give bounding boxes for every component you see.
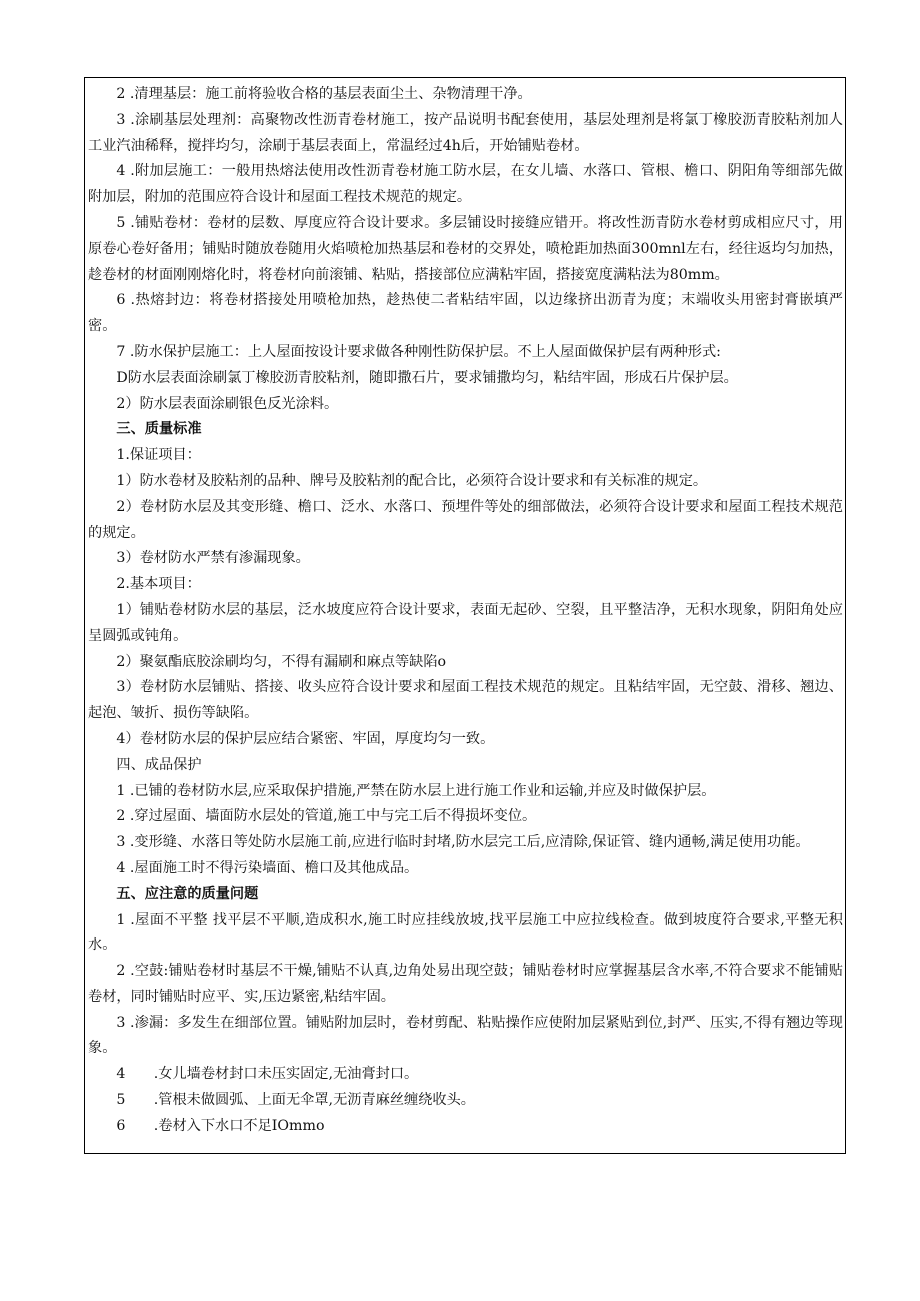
list-item: 3 .渗漏：多发生在细部位置。铺贴附加层时，卷材剪配、粘贴操作应使附加层紧贴到位,封严、压实,不得有翘边等现象。 [88,1014,843,1057]
list-item: 1）铺贴卷材防水层的基层，泛水坡度应符合设计要求，表面无起砂、空裂，且平整洁净，无积水现象，阴阳角处应呈圆弧或钝角。 [88,601,843,644]
list-item: 2 .空鼓:铺贴卷材时基层不干燥,铺贴不认真,边角处易出现空鼓；铺贴卷材时应掌握基层含水率,不符合要求不能铺贴卷材，同时铺贴时应平、实,压边紧密,粘结牢固。 [88,963,843,1005]
list-item: 3）卷材防水严禁有渗漏现象。 [116,550,310,567]
section-heading-quality-issues: 五、应注意的质量问题 [116,885,259,902]
list-item: 1）防水卷材及胶粘剂的品种、牌号及胶粘剂的配合比，必须符合设计要求和有关标准的规定。 [116,472,708,489]
list-item: 6 .卷材入下水口不足IOmmo [116,1117,325,1134]
list-item: 3）卷材防水层铺贴、搭接、收头应符合设计要求和屋面工程技术规范的规定。且粘结牢固，无空鼓、滑移、翘边、起泡、皱折、损伤等缺陷。 [88,679,843,722]
list-item: 4 .女儿墙卷材封口未压实固定,无油膏封口。 [116,1066,419,1083]
document-body [85,82,845,1140]
list-item: 4 .屋面施工时不得污染墙面、檐口及其他成品。 [116,859,419,876]
list-item: 2）卷材防水层及其变形缝、檐口、泛水、水落口、预埋件等处的细部做法，必须符合设计要求和屋面工程技术规范的规定。 [88,498,843,541]
subheading-guarantee-items: 1.保证项目： [116,447,201,464]
subheading-basic-items: 2.基本项目： [116,576,201,593]
paragraph-protective-layer: 7 .防水保护层施工：上人屋面按设计要求做各种刚性防保护层。不上人屋面做保护层有两种形式: [116,343,721,360]
paragraph-clean-base: 2 .清理基层：施工前将验收合格的基层表面尘土、杂物清理干净。 [116,86,532,102]
paragraph-lay-membrane: 5 .铺贴卷材：卷材的层数、厚度应符合设计要求。多层铺设时接缝应错开。将改性沥青防水卷材剪成相应尺寸，用原卷心卷好备用；铺贴时随放卷随用火焰喷枪加热基层和卷材的交界处，喷枪距加热面300mnl左右，经往返均匀加热，趁卷材的材面刚刚熔化时，将卷材向前滚铺、粘贴，搭接部位应满粘牢固，搭接宽度满粘法为80mm。 [88,214,843,283]
list-item: 1 .屋面不平整 找平层不平顺,造成积水,施工时应挂线放坡,找平层施工中应拉线检查。做到坡度符合要求,平整无积水。 [88,911,843,954]
list-item: 1 .已铺的卷材防水层,应采取保护措施,严禁在防水层上进行施工作业和运输,并应及时做保护层。 [116,782,716,799]
paragraph-primer: 3 .涂刷基层处理剂：高聚物改性沥青卷材施工，按产品说明书配套使用，基层处理剂是将氯丁橡胶沥青胶粘剂加人工业汽油稀释，搅拌均匀，涂刷于基层表面上，常温经过4h后，开始铺贴卷材。 [88,111,843,154]
list-item: 3 .变形缝、水落日等处防水层施工前,应进行临时封堵,防水层完工后,应清除,保证管、缝内通畅,满足使用功能。 [116,834,810,851]
paragraph-heat-seal: 6 .热熔封边：将卷材搭接处用喷枪加热，趁热使二者粘结牢固，以边缘挤出沥青为度；末端收头用密封膏嵌填严密。 [88,292,843,335]
paragraph-additional-layer: 4 .附加层施工：一般用热熔法使用改性沥青卷材施工防水层，在女儿墙、水落口、管根、檐口、阴阳角等细部先做附加层，附加的范围应符合设计和屋面工程技术规范的规定。 [88,163,843,206]
list-item: 5 .管根未做圆弧、上面无伞罩,无沥青麻丝缠绕收头。 [116,1092,475,1109]
section-heading-quality-standard: 三、质量标准 [116,421,202,438]
section-heading-product-protection: 四、成品保护 [116,756,202,773]
paragraph-protective-option-1: D防水层表面涂刷氯丁橡胶沥青胶粘剂，随即撒石片，要求铺撒均匀，粘结牢固，形成石片保护层。 [116,369,738,386]
list-item: 4）卷材防水层的保护层应结合紧密、牢固，厚度均匀一致。 [116,730,495,747]
paragraph-protective-option-2: 2）防水层表面涂刷银色反光涂料。 [116,395,339,412]
document-frame [84,77,846,1154]
list-item: 2）聚氨酯底胶涂刷均匀，不得有漏刷和麻点等缺陷o [116,653,447,670]
list-item: 2 .穿过屋面、墙面防水层处的管道,施工中与完工后不得损坏变位。 [116,808,537,825]
